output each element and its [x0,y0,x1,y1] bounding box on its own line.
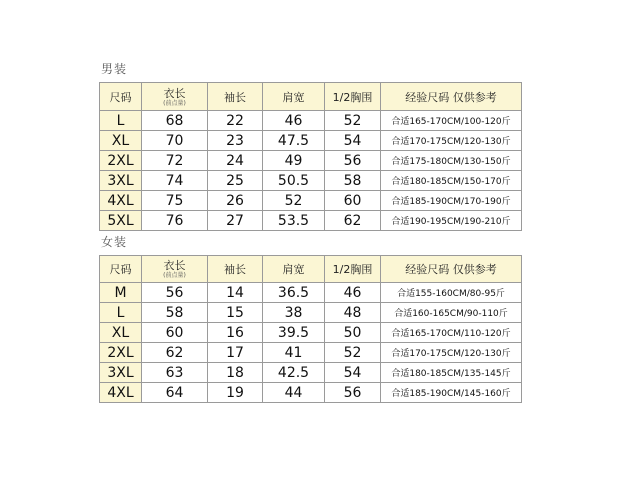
sleeve-cell: 24 [208,151,263,171]
table-row [100,283,522,303]
sleeve-cell: 14 [208,283,263,303]
length-cell: 74 [142,171,208,191]
sleeve-cell: 17 [208,343,263,363]
length-cell: 56 [142,283,208,303]
men-size-table [99,82,522,231]
reference-cell: 合适175-180CM/130-150斤 [381,151,522,171]
chest-cell: 56 [325,151,381,171]
header-shoulder: 肩宽 [263,83,325,111]
sleeve-cell: 19 [208,383,263,403]
men-table-body [100,111,522,231]
sleeve-cell: 22 [208,111,263,131]
length-cell: 58 [142,303,208,323]
header-length-label: 衣长 [163,259,186,272]
reference-cell: 合适180-185CM/150-170斤 [381,171,522,191]
length-cell: 75 [142,191,208,211]
table-row [100,383,522,403]
shoulder-cell: 44 [263,383,325,403]
table-row [100,171,522,191]
size-cell: 2XL [100,151,142,171]
women-section-title: 女装 [101,235,128,249]
sleeve-cell: 15 [208,303,263,323]
header-reference: 经验尺码 仅供参考 [381,256,522,283]
header-length [142,256,208,283]
chest-cell: 62 [325,211,381,231]
shoulder-cell: 53.5 [263,211,325,231]
table-row [100,363,522,383]
size-cell: 3XL [100,363,142,383]
reference-cell: 合适190-195CM/190-210斤 [381,211,522,231]
reference-cell: 合适165-170CM/110-120斤 [381,323,522,343]
header-size: 尺码 [100,83,142,111]
reference-cell: 合适170-175CM/120-130斤 [381,343,522,363]
size-cell: L [100,111,142,131]
header-chest: 1/2胸围 [325,256,381,283]
table-row [100,303,522,323]
chest-cell: 60 [325,191,381,211]
reference-cell: 合适155-160CM/80-95斤 [381,283,522,303]
sleeve-cell: 16 [208,323,263,343]
reference-cell: 合适185-190CM/170-190斤 [381,191,522,211]
table-row [100,111,522,131]
shoulder-cell: 39.5 [263,323,325,343]
chest-cell: 58 [325,171,381,191]
header-size: 尺码 [100,256,142,283]
header-length-note: (前点量) [163,272,186,279]
shoulder-cell: 38 [263,303,325,323]
table-row [100,211,522,231]
shoulder-cell: 49 [263,151,325,171]
size-cell: M [100,283,142,303]
shoulder-cell: 46 [263,111,325,131]
men-header-row [100,83,522,111]
length-cell: 60 [142,323,208,343]
chest-cell: 48 [325,303,381,323]
length-cell: 70 [142,131,208,151]
header-sleeve: 袖长 [208,83,263,111]
reference-cell: 合适185-190CM/145-160斤 [381,383,522,403]
length-cell: 72 [142,151,208,171]
table-row [100,151,522,171]
shoulder-cell: 52 [263,191,325,211]
shoulder-cell: 42.5 [263,363,325,383]
table-row [100,131,522,151]
size-cell: L [100,303,142,323]
chest-cell: 54 [325,131,381,151]
reference-cell: 合适170-175CM/120-130斤 [381,131,522,151]
size-cell: 5XL [100,211,142,231]
table-row [100,191,522,211]
shoulder-cell: 41 [263,343,325,363]
size-cell: 2XL [100,343,142,363]
length-cell: 68 [142,111,208,131]
size-cell: 4XL [100,383,142,403]
women-table-body [100,283,522,403]
header-sleeve: 袖长 [208,256,263,283]
shoulder-cell: 36.5 [263,283,325,303]
size-cell: 3XL [100,171,142,191]
size-cell: XL [100,323,142,343]
chest-cell: 54 [325,363,381,383]
header-length [142,83,208,111]
sleeve-cell: 27 [208,211,263,231]
reference-cell: 合适160-165CM/90-110斤 [381,303,522,323]
reference-cell: 合适165-170CM/100-120斤 [381,111,522,131]
shoulder-cell: 50.5 [263,171,325,191]
size-cell: 4XL [100,191,142,211]
header-length-note: (前点量) [163,99,186,107]
men-section-title: 男装 [101,62,128,76]
sleeve-cell: 23 [208,131,263,151]
header-chest: 1/2胸围 [325,83,381,111]
header-length-label: 衣长 [163,86,186,100]
chest-cell: 52 [325,343,381,363]
sleeve-cell: 25 [208,171,263,191]
chest-cell: 56 [325,383,381,403]
women-size-table [99,255,522,403]
size-cell: XL [100,131,142,151]
chest-cell: 46 [325,283,381,303]
sleeve-cell: 18 [208,363,263,383]
shoulder-cell: 47.5 [263,131,325,151]
header-reference: 经验尺码 仅供参考 [381,83,522,111]
chest-cell: 50 [325,323,381,343]
length-cell: 64 [142,383,208,403]
length-cell: 63 [142,363,208,383]
table-row [100,323,522,343]
reference-cell: 合适180-185CM/135-145斤 [381,363,522,383]
table-row [100,343,522,363]
chest-cell: 52 [325,111,381,131]
length-cell: 76 [142,211,208,231]
sleeve-cell: 26 [208,191,263,211]
length-cell: 62 [142,343,208,363]
header-shoulder: 肩宽 [263,256,325,283]
women-header-row [100,256,522,283]
